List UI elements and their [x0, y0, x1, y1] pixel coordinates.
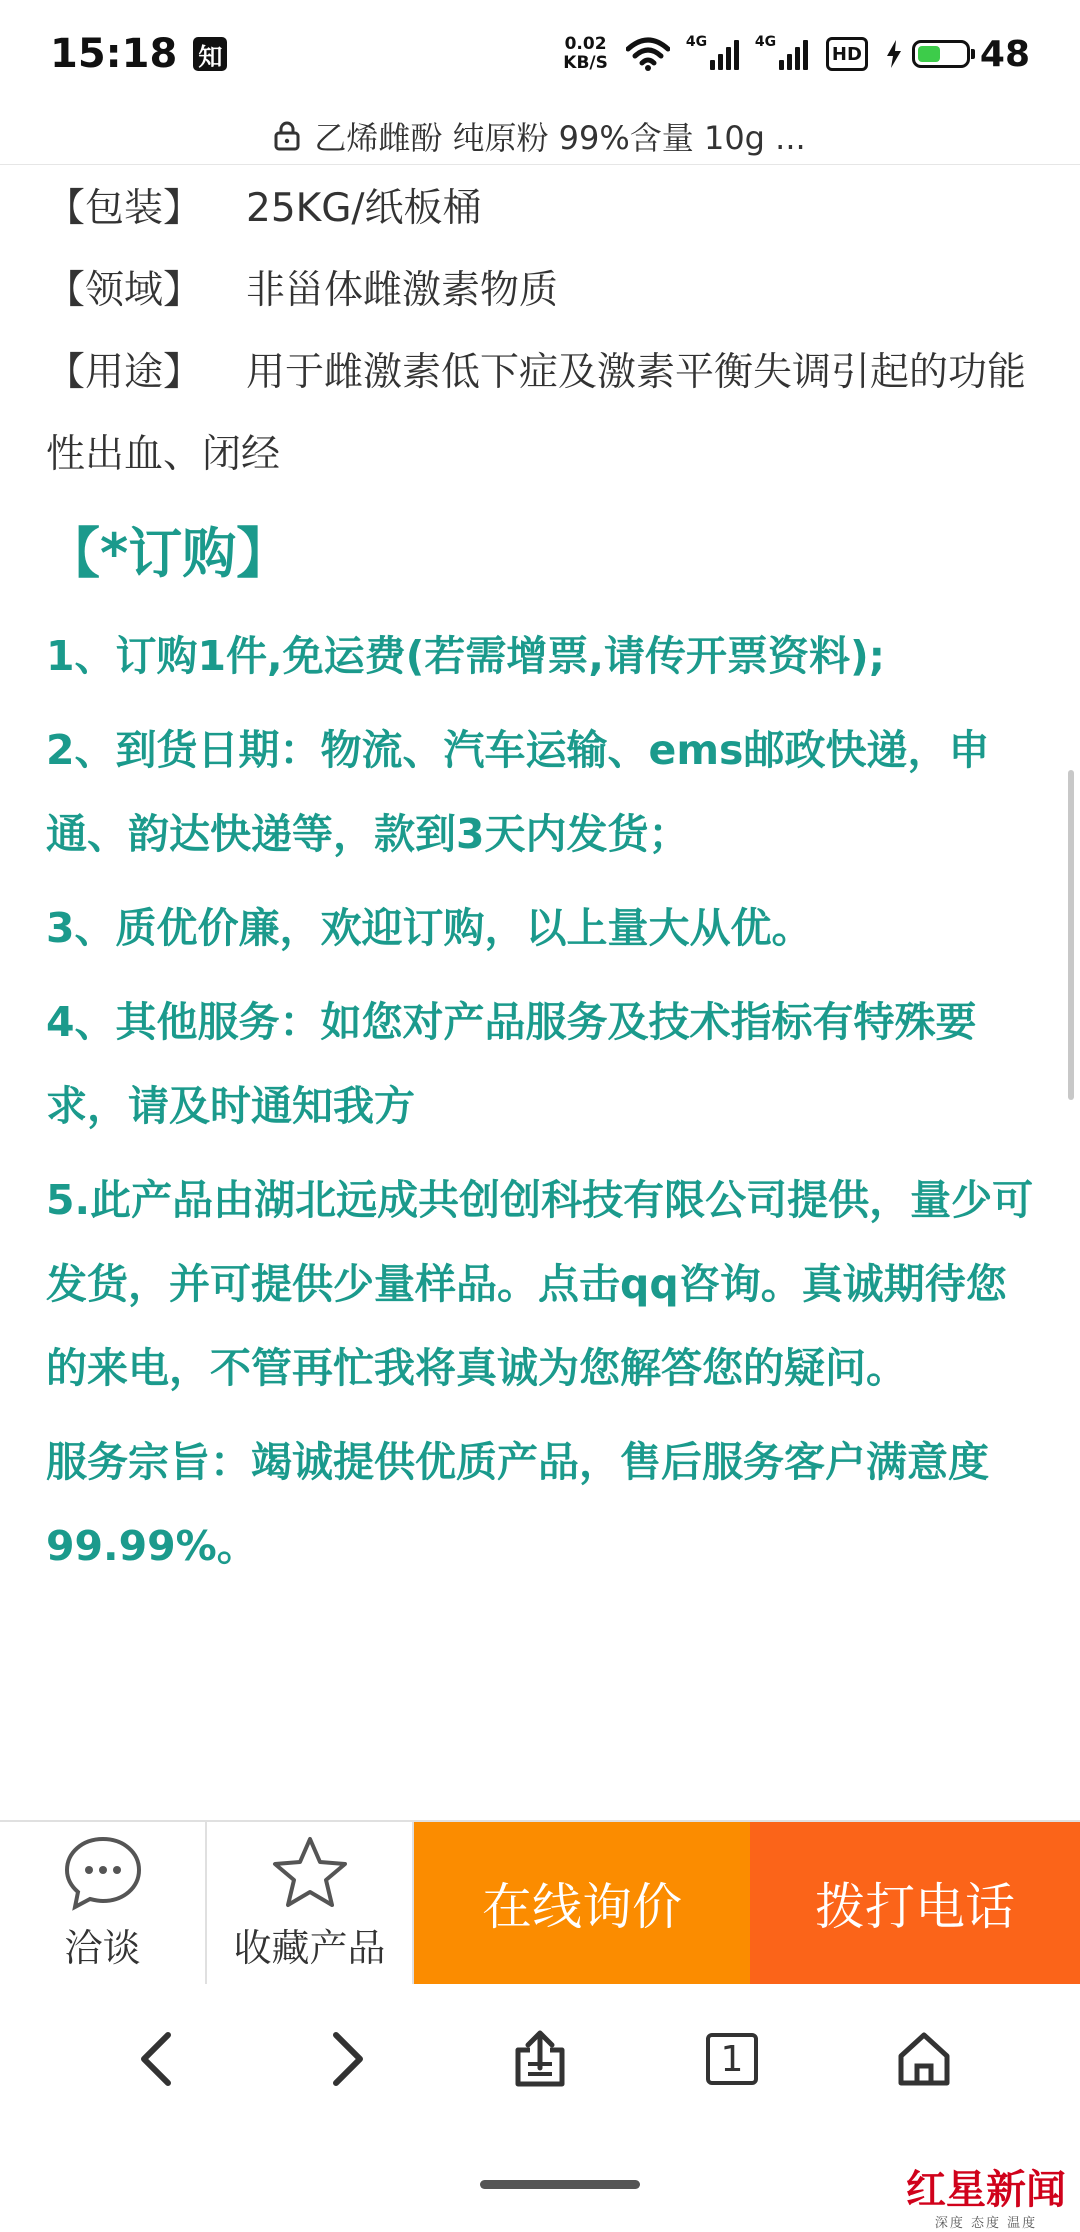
- back-icon: [136, 2029, 176, 2089]
- signal-2-icon: [754, 34, 808, 70]
- order-item-5: 5.此产品由湖北远成共创创科技有限公司提供，量少可发货，并可提供少量样品。点击qq咨询。真诚期待您的来电，不管再忙我将真诚为您解答您的疑问。: [46, 1176, 1034, 1392]
- status-bar: [0, 0, 1080, 108]
- order-title: 【*订购】: [46, 522, 291, 585]
- battery-fill: [918, 46, 940, 62]
- net-speed-value: 0.02: [564, 34, 607, 54]
- chat-bubble-icon: [63, 1835, 143, 1911]
- status-time: 15:18: [50, 31, 178, 77]
- zhihu-app-icon: 知: [193, 37, 227, 71]
- spec-key: 【领域】: [46, 268, 203, 313]
- chat-button[interactable]: [0, 1822, 207, 1984]
- spec-field: [46, 250, 1034, 332]
- hd-voice-icon: HD: [826, 37, 868, 71]
- spec-packaging: [46, 168, 1034, 250]
- product-description: [0, 168, 1080, 1588]
- spec-value: 用于雌激素低下症及激素平衡失调引起的功能性出血、闭经: [46, 350, 1027, 477]
- spec-key: 【包装】: [46, 186, 203, 231]
- service-motto: 服务宗旨：竭诚提供优质产品，售后服务客户满意度99.99%。: [46, 1438, 989, 1570]
- back-button[interactable]: [111, 2014, 201, 2104]
- action-bar: [0, 1820, 1080, 1984]
- lock-icon: [274, 121, 300, 151]
- tabs-button[interactable]: [687, 2014, 777, 2104]
- home-icon: [895, 2030, 953, 2088]
- signal-2-label: 4G: [754, 34, 777, 50]
- forward-icon: [328, 2029, 368, 2089]
- battery: [886, 34, 1030, 75]
- battery-icon: [912, 40, 970, 68]
- spec-value: 25KG/纸板桶: [246, 186, 482, 231]
- home-indicator[interactable]: [480, 2180, 640, 2189]
- battery-level: 48: [979, 33, 1030, 75]
- status-right: [563, 34, 1030, 75]
- status-left: [50, 31, 227, 77]
- order-item-3: 3、质优价廉，欢迎订购，以上量大从优。: [46, 904, 813, 952]
- online-inquiry-button[interactable]: 在线询价: [414, 1822, 750, 1984]
- chat-label: 洽谈: [64, 1925, 141, 1970]
- browser-nav-bar: [0, 1984, 1080, 2134]
- order-item-4: 4、其他服务：如您对产品服务及技术指标有特殊要求，请及时通知我方: [46, 998, 977, 1130]
- call-phone-button[interactable]: 拨打电话: [750, 1822, 1080, 1984]
- watermark-sub: 深度 态度 温度: [934, 2216, 1038, 2231]
- signal-1-icon: [685, 34, 739, 70]
- net-speed: [563, 35, 608, 73]
- page-title: 乙烯雌酚 纯原粉 99%含量 10g ...: [314, 119, 806, 157]
- url-bar[interactable]: [0, 108, 1080, 165]
- signal-1-label: 4G: [685, 34, 708, 50]
- watermark-main: 红星新闻: [906, 2166, 1066, 2213]
- home-button[interactable]: [879, 2014, 969, 2104]
- order-item-1: 1、订购1件,免运费(若需增票,请传开票资料);: [46, 632, 886, 680]
- star-icon: [270, 1835, 350, 1911]
- favorite-label: 收藏产品: [233, 1925, 386, 1970]
- tabs-icon: 1: [706, 2033, 758, 2085]
- forward-button[interactable]: [303, 2014, 393, 2104]
- order-item-2: 2、到货日期：物流、汽车运输、ems邮政快递，申通、韵达快递等，款到3天内发货；: [46, 726, 990, 858]
- spec-usage: [46, 332, 1034, 496]
- favorite-button[interactable]: [207, 1822, 414, 1984]
- charging-icon: [886, 40, 902, 68]
- watermark: [906, 2168, 1066, 2231]
- spec-key: 【用途】: [46, 350, 203, 395]
- wifi-icon: [626, 37, 670, 71]
- net-speed-unit: KB/S: [563, 53, 608, 73]
- share-button[interactable]: [495, 2014, 585, 2104]
- spec-value: 非甾体雌激素物质: [246, 268, 559, 313]
- share-icon: [510, 2028, 570, 2090]
